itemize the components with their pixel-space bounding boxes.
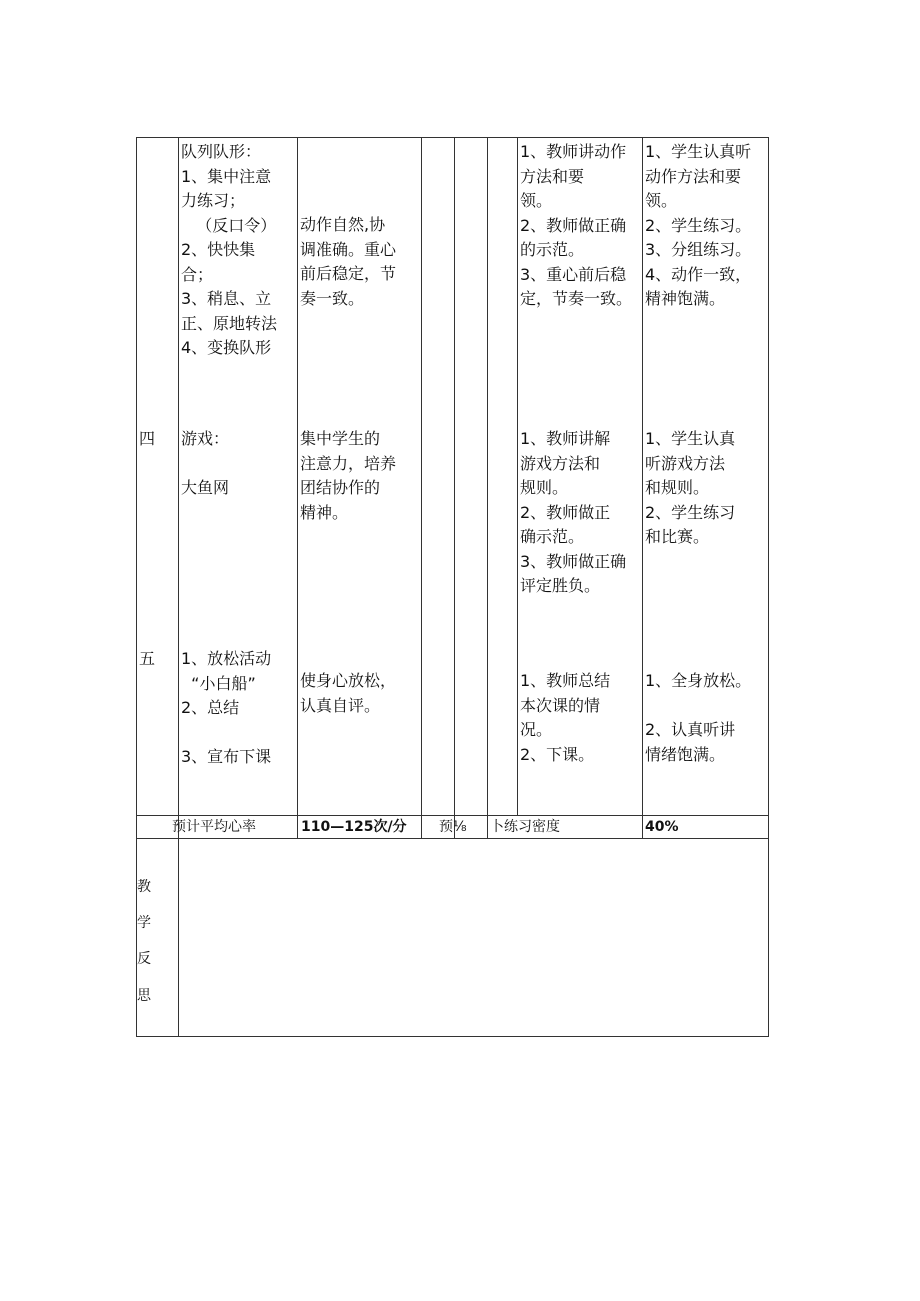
reflection-label-char: 学 xyxy=(137,915,151,931)
section-content: 队列队形： 1、集中注意 力练习； （反口令） 2、快快集 合； 3、稍息、立 正、原地转法 4、变换队形 xyxy=(181,142,278,357)
reflection-label-char: 思 xyxy=(137,988,151,1004)
section-content: 1、放松活动 “小白船” 2、总结 3、宣布下课 xyxy=(181,649,272,766)
table-bottom-border xyxy=(136,1036,769,1037)
teacher-activity: 1、教师总结 本次课的情 况。 2、下课。 xyxy=(520,671,611,764)
heart-rate-value: 110—125次/分 xyxy=(301,819,407,835)
table-right-border xyxy=(768,137,769,1037)
time-column-divider xyxy=(454,137,455,839)
density-prefix: 预⅛ xyxy=(439,819,467,835)
section-goal: 动作自然,协 调准确。重心 前后稳定，节 奏一致。 xyxy=(300,215,397,308)
reflection-label-char: 反 xyxy=(137,951,151,967)
student-activity: 1、学生认真听 动作方法和要 领。 2、学生练习。 3、分组练习。 4、动作一致， 精神饱满。 xyxy=(645,142,752,308)
goal-column-divider xyxy=(421,137,422,839)
teacher-activity: 1、教师讲动作 方法和要 领。 2、教师做正确 的示范。 3、重心前后稳 定，节奏一致。 xyxy=(520,142,633,308)
table-top-border xyxy=(136,137,769,138)
number-column-divider xyxy=(178,137,179,1037)
count-column-divider xyxy=(487,137,488,839)
section-goal: 使身心放松， 认真自评。 xyxy=(300,671,397,715)
teacher-activity: 1、教师讲解 游戏方法和 规则。 2、教师做正 确示范。 3、教师做正确 评定胜负。 xyxy=(520,429,627,595)
content-column-divider xyxy=(297,137,298,839)
intensity-column-divider xyxy=(517,137,518,815)
reflection-area[interactable] xyxy=(180,840,767,1035)
section-content: 游戏： 大鱼网 xyxy=(181,429,230,497)
teacher-column-divider xyxy=(642,137,643,839)
section-number: 四 xyxy=(139,429,156,448)
density-label: 卜练习密度 xyxy=(490,819,560,835)
reflection-label-char: 教 xyxy=(137,879,151,895)
student-activity: 1、学生认真 听游戏方法 和规则。 2、学生练习 和比赛。 xyxy=(645,429,736,546)
density-value: 40% xyxy=(645,819,679,835)
table-left-border xyxy=(136,137,137,1037)
student-activity: 1、全身放松。 2、认真听讲 情绪饱满。 xyxy=(645,671,752,764)
section-goal: 集中学生的 注意力，培养 团结协作的 精神。 xyxy=(300,429,397,522)
summary-row-bottom-border xyxy=(136,838,769,839)
section-number: 五 xyxy=(139,649,156,668)
heart-rate-label: 预计平均心率 xyxy=(172,819,256,835)
summary-row-top-border xyxy=(136,815,769,816)
